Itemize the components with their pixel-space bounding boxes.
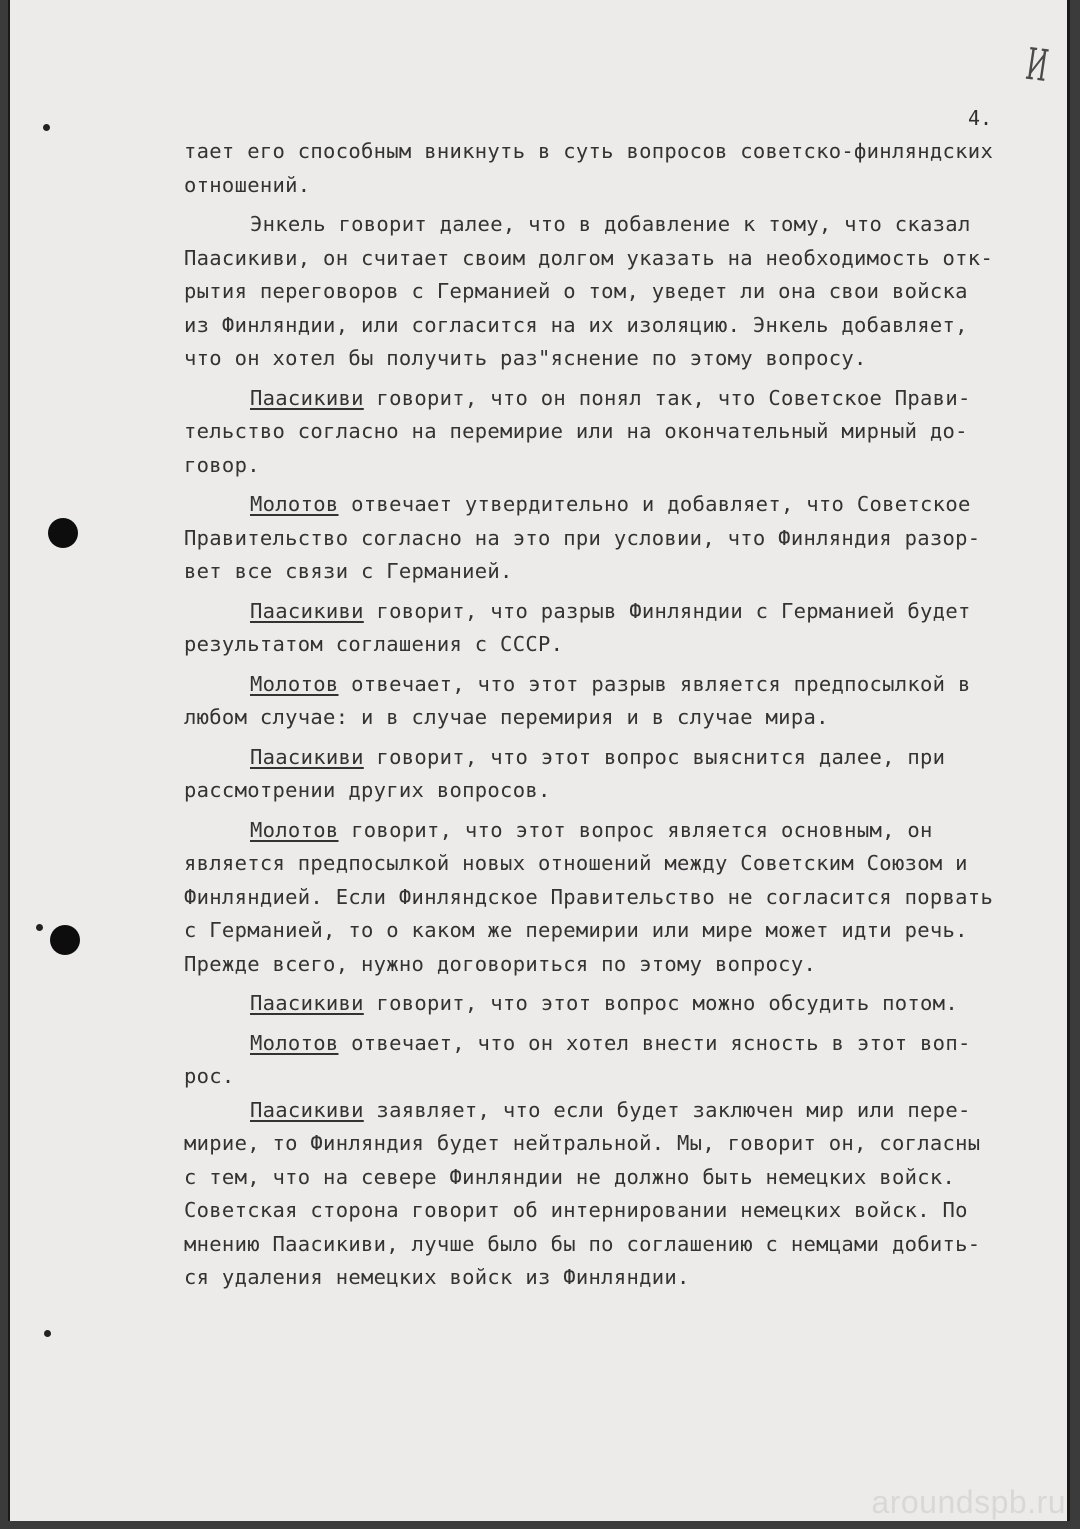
line-text: с Германией, то о каком же перемирии или мире может идти речь. xyxy=(184,918,968,942)
document-body xyxy=(184,135,1054,1295)
watermark: aroundspb.ru xyxy=(871,1484,1066,1520)
margin-mark xyxy=(43,124,50,131)
text-line xyxy=(184,555,1054,589)
text-line xyxy=(184,595,1054,629)
line-text: рытия переговоров с Германией о том, уведет ли она свои войска xyxy=(184,279,968,303)
line-text: с тем, что на севере Финляндии не должно быть немецких войск. xyxy=(184,1164,956,1189)
line-text: заявляет, что если будет заключен мир или пере- xyxy=(363,1097,971,1122)
text-line xyxy=(184,1127,1054,1161)
line-text: Прежде всего, нужно договориться по этому вопросу. xyxy=(184,951,817,976)
line-text: ся удаления немецких войск из Финляндии. xyxy=(184,1265,690,1289)
text-line xyxy=(184,208,1054,242)
text-line xyxy=(184,847,1054,881)
text-line xyxy=(184,1261,1054,1295)
text-line xyxy=(184,628,1054,662)
line-text: Паасикиви, он считает своим долгом указать на необходимость отк- xyxy=(184,245,994,270)
text-line xyxy=(184,382,1054,416)
line-text: мнению Паасикиви, лучше было бы по соглашению с немцами добить- xyxy=(184,1231,981,1256)
line-text: мирие, то Финляндия будет нейтральной. Мы, говорит он, согласны xyxy=(184,1131,981,1155)
text-line xyxy=(184,1060,1054,1094)
speaker-name: Молотов xyxy=(250,492,339,516)
line-text: Энкель говорит далее, что в добавление к тому, что сказал xyxy=(250,212,971,236)
line-text: говорит, что этот вопрос является основным, он xyxy=(338,817,933,842)
text-line xyxy=(184,668,1054,702)
speaker-name: Паасикиви xyxy=(250,991,364,1015)
speaker-name: Молотов xyxy=(250,817,339,842)
speaker-name: Молотов xyxy=(250,1030,339,1055)
line-text: рос. xyxy=(184,1064,235,1088)
line-text: говорит, что разрыв Финляндии с Германией будет xyxy=(363,598,971,623)
page-number: 4. xyxy=(968,106,993,130)
text-line xyxy=(184,1094,1054,1128)
line-text: вет все связи с Германией. xyxy=(184,559,513,583)
text-line xyxy=(184,342,1054,376)
speaker-name: Паасикиви xyxy=(250,744,364,769)
line-text: что он хотел бы получить раз"яснение по этому вопросу. xyxy=(184,346,867,370)
line-text: отвечает, что этот разрыв является предпосылкой в xyxy=(338,671,971,696)
text-line xyxy=(184,415,1054,449)
line-text: результатом соглашения с СССР. xyxy=(184,632,564,656)
text-line xyxy=(184,948,1054,982)
line-text: является предпосылкой новых отношений между Советским Союзом и xyxy=(184,851,968,875)
line-text: говор. xyxy=(184,452,260,477)
text-line xyxy=(184,1027,1054,1061)
line-text: Советская сторона говорит об интернировании немецких войск. По xyxy=(184,1198,968,1222)
punch-hole-top xyxy=(48,518,78,548)
text-line xyxy=(184,1228,1054,1262)
text-line xyxy=(184,701,1054,735)
line-text: Правительство согласно на это при условии, что Финляндия разор- xyxy=(184,525,981,550)
text-line xyxy=(184,914,1054,948)
text-line xyxy=(184,242,1054,276)
speaker-name: Молотов xyxy=(250,671,339,696)
line-text: любом случае: и в случае перемирия и в случае мира. xyxy=(184,705,829,729)
text-line xyxy=(184,169,1054,203)
line-text: рассмотрении других вопросов. xyxy=(184,778,551,802)
text-line xyxy=(184,488,1054,522)
speaker-name: Паасикиви xyxy=(250,598,364,623)
text-line xyxy=(184,774,1054,808)
text-line xyxy=(184,135,1054,169)
document-page xyxy=(8,0,1070,1521)
line-text: отвечает, что он хотел внести ясность в этот воп- xyxy=(338,1030,971,1055)
text-line xyxy=(184,741,1054,775)
line-text: Финляндией. Если Финляндское Правительство не согласится порвать xyxy=(184,884,994,909)
line-text: тельство согласно на перемирие или на окончательный мирный до- xyxy=(184,419,968,443)
text-line xyxy=(184,1194,1054,1228)
archive-mark: И xyxy=(1025,38,1049,93)
punch-hole-bottom xyxy=(50,925,80,955)
text-line xyxy=(184,449,1054,483)
text-line xyxy=(184,814,1054,848)
text-line xyxy=(184,881,1054,915)
text-line xyxy=(184,987,1054,1021)
line-text: говорит, что этот вопрос выяснится далее, при xyxy=(363,744,946,769)
line-text: говорит, что этот вопрос можно обсудить потом. xyxy=(363,991,958,1015)
text-line xyxy=(184,275,1054,309)
margin-mark xyxy=(36,924,43,931)
speaker-name: Паасикиви xyxy=(250,1097,364,1122)
line-text: говорит, что он понял так, что Советское Прави- xyxy=(363,385,971,410)
line-text: отношений. xyxy=(184,172,311,197)
text-line xyxy=(184,522,1054,556)
margin-mark xyxy=(44,1330,51,1337)
line-text: тает его способным вникнуть в суть вопросов советско-финляндских xyxy=(184,139,994,163)
speaker-name: Паасикиви xyxy=(250,385,364,410)
line-text: из Финляндии, или согласится на их изоляцию. Энкель добавляет, xyxy=(184,312,968,337)
text-line xyxy=(184,1161,1054,1195)
text-line xyxy=(184,309,1054,343)
line-text: отвечает утвердительно и добавляет, что Советское xyxy=(338,492,971,516)
